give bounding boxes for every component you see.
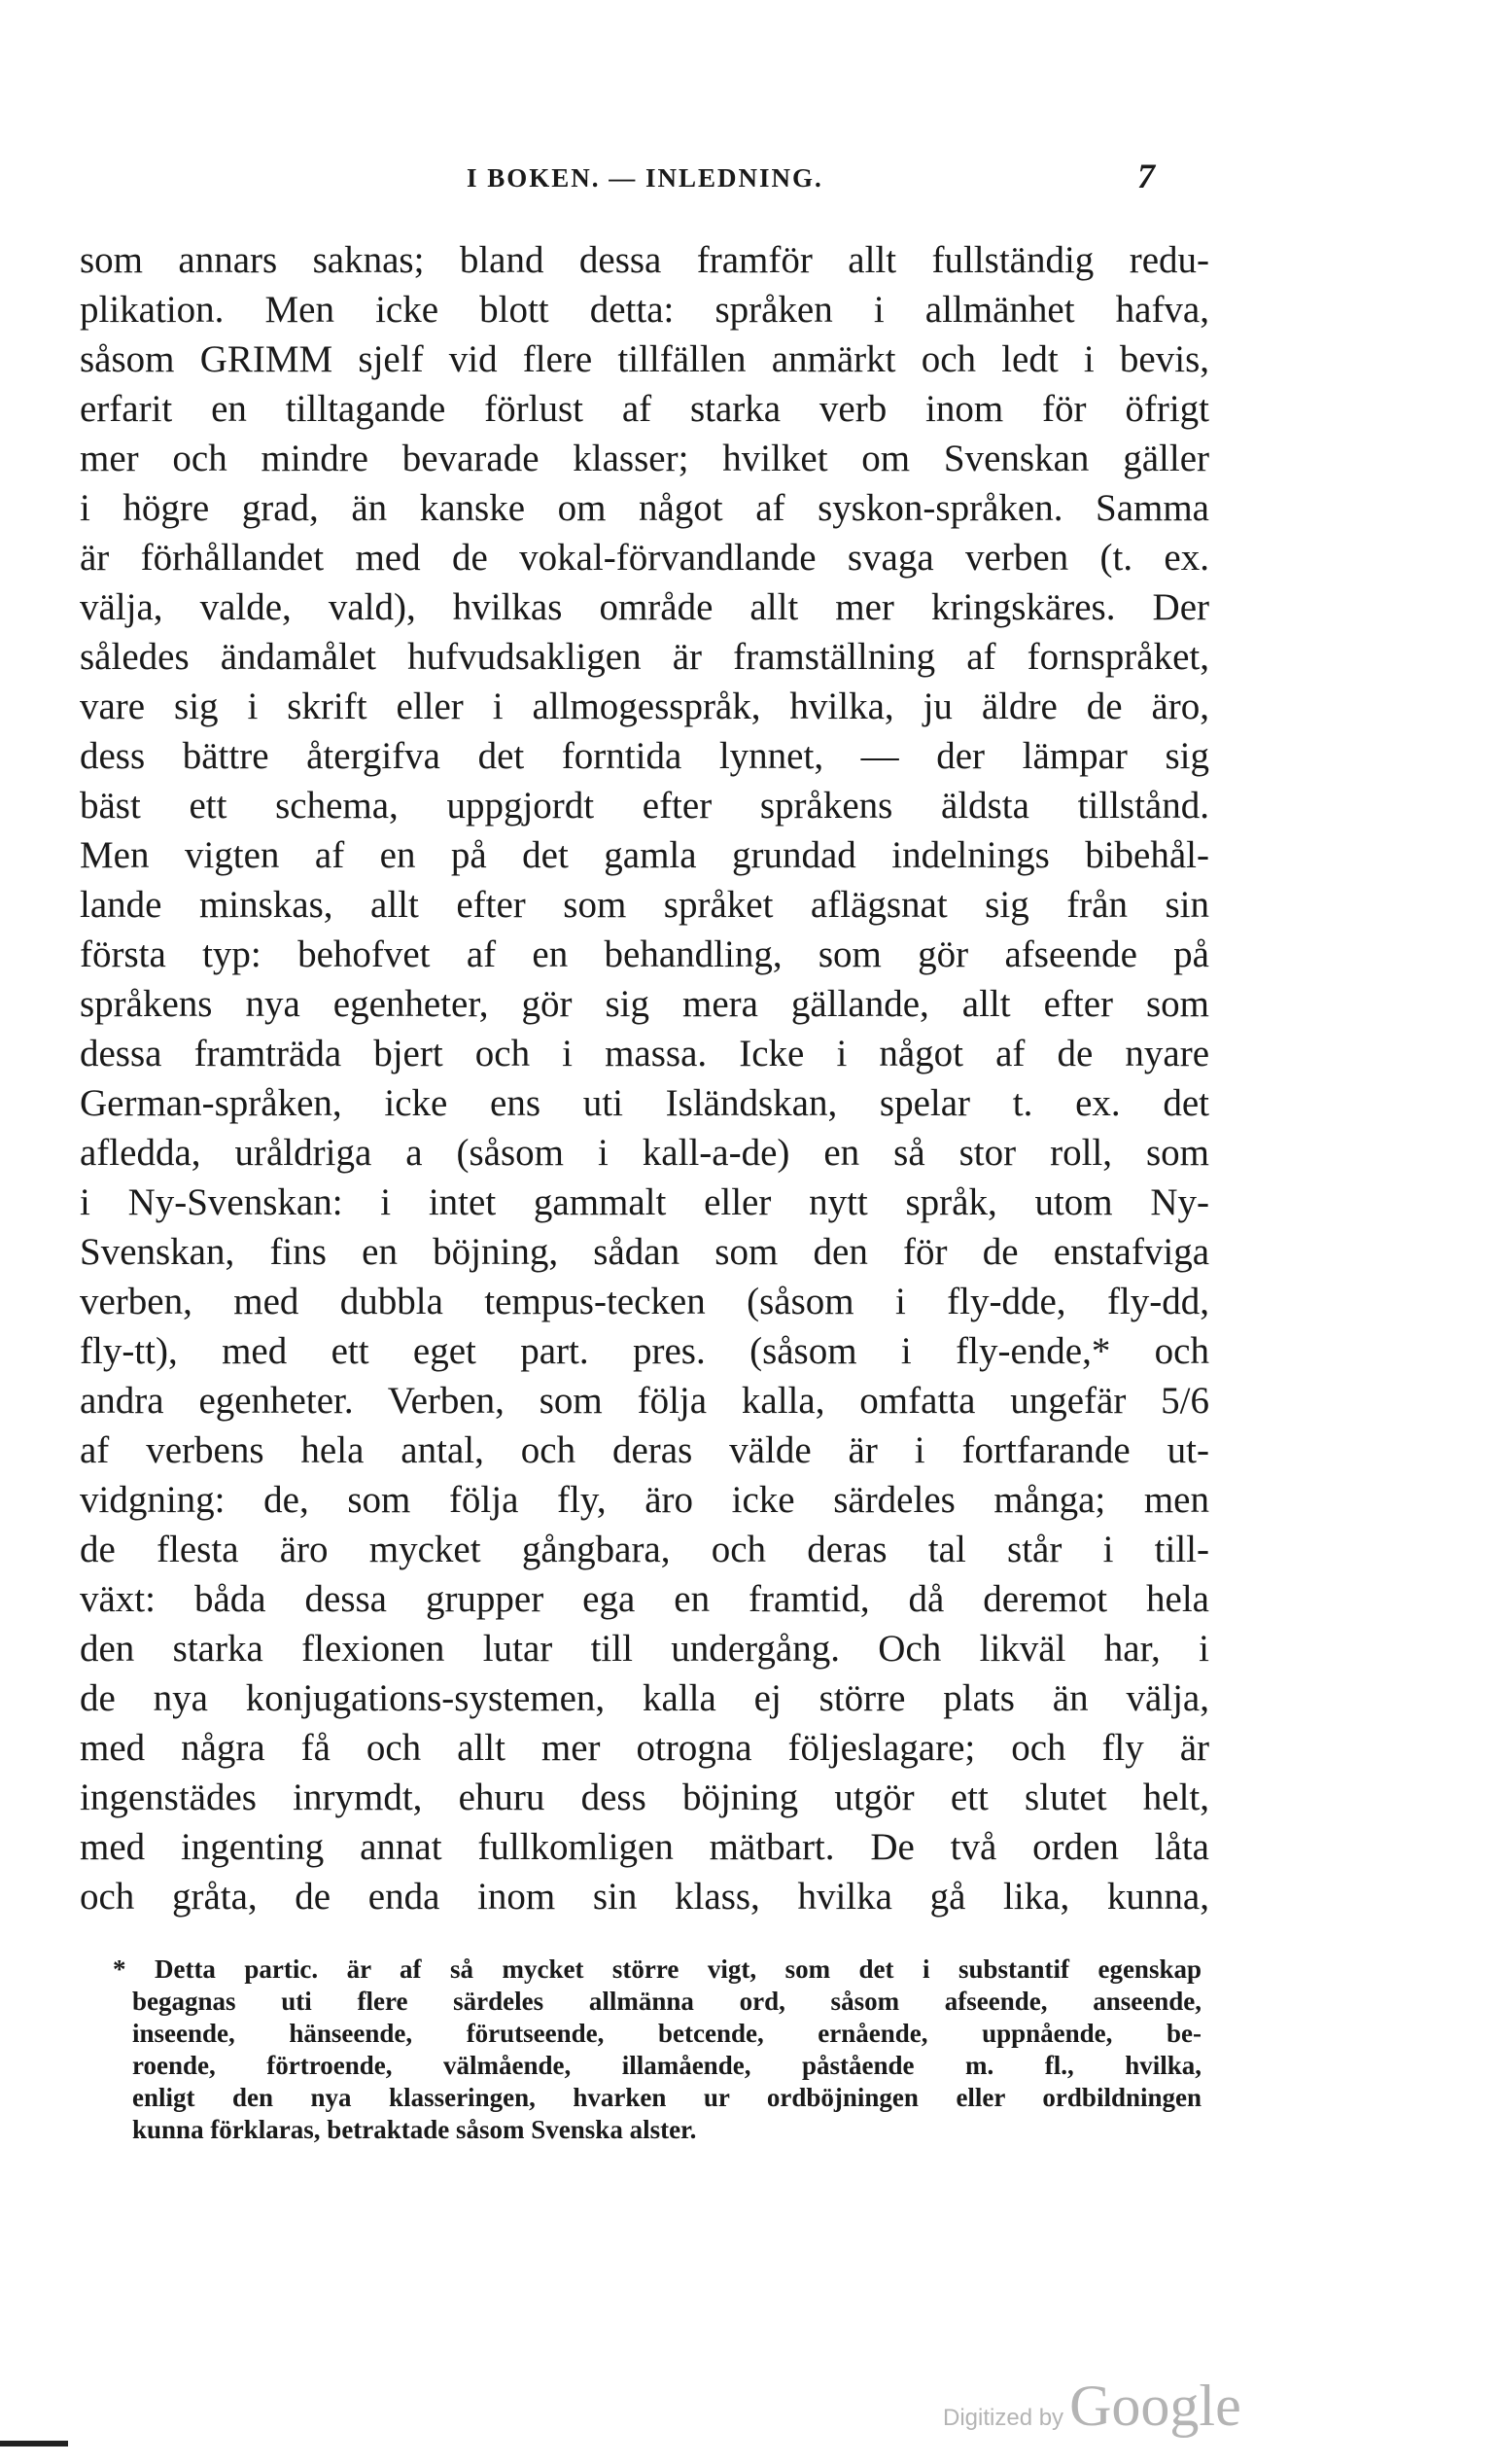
- body-line: plikation. Men icke blott detta: språken i allmänhet hafva,: [80, 289, 1209, 331]
- body-line: således ändamålet hufvudsakligen är framställning af fornspråket,: [80, 636, 1209, 678]
- google-logo: Google: [1069, 2374, 1241, 2438]
- body-line: i högre grad, än kanske om något af syskon-språken. Samma: [80, 487, 1209, 529]
- body-line: dessa framträda bjert och i massa. Icke i något af de nyare: [80, 1033, 1209, 1074]
- body-line: växt: båda dessa grupper ega en framtid, då deremot hela: [80, 1578, 1209, 1620]
- body-line: språkens nya egenheter, gör sig mera gällande, allt efter som: [80, 983, 1209, 1025]
- body-line: afledda, uråldriga a (såsom i kall-a-de) en så stor roll, som: [80, 1132, 1209, 1174]
- body-line: såsom GRIMM sjelf vid flere tillfällen anmärkt och ledt i bevis,: [80, 338, 1209, 380]
- body-line: bäst ett schema, uppgjordt efter språkens äldsta tillstånd.: [80, 785, 1209, 827]
- footnote: [113, 1954, 1202, 2146]
- body-line: vidgning: de, som följa fly, äro icke särdeles många; men: [80, 1479, 1209, 1521]
- body-line: välja, valde, vald), hvilkas område allt mer kringskäres. Der: [80, 586, 1209, 628]
- body-line: ingenstädes inrymdt, ehuru dess böjning utgör ett slutet helt,: [80, 1777, 1209, 1818]
- body-line: är förhållandet med de vokal-förvandlande svaga verben (t. ex.: [80, 537, 1209, 579]
- body-line: mer och mindre bevarade klasser; hvilket om Svenskan gäller: [80, 438, 1209, 479]
- watermark-small-text: Digitized by: [943, 2405, 1064, 2431]
- body-line: och gråta, de enda inom sin klass, hvilka gå lika, kunna,: [80, 1876, 1209, 1918]
- footnote-line: roende, förtroende, välmående, illamående, påstående m. fl., hvilka,: [132, 2051, 1202, 2080]
- body-line: Svenskan, fins en böjning, sådan som den för de enstafviga: [80, 1231, 1209, 1273]
- body-line: med några få och allt mer otrogna följeslagare; och fly är: [80, 1727, 1209, 1769]
- body-line: den starka flexionen lutar till undergång. Och likväl har, i: [80, 1628, 1209, 1670]
- digitized-watermark: [943, 2373, 1241, 2440]
- page-number: 7: [1137, 157, 1155, 195]
- footnote-line: inseende, hänseende, förutseende, betcende, ernående, uppnående, be-: [132, 2019, 1202, 2048]
- body-line: andra egenheter. Verben, som följa kalla, omfatta ungefär 5/6: [80, 1380, 1209, 1422]
- running-head: I BOKEN. — INLEDNING.: [467, 163, 823, 193]
- body-line: med ingenting annat fullkomligen mätbart. De två orden låta: [80, 1826, 1209, 1868]
- footnote-line: * Detta partic. är af så mycket större vigt, som det i substantif egenskap: [113, 1954, 1202, 1984]
- scan-edge-mark: [0, 2441, 68, 2446]
- body-line: lande minskas, allt efter som språket aflägsnat sig från sin: [80, 884, 1209, 926]
- footnote-line: begagnas uti flere särdeles allmänna ord, såsom afseende, anseende,: [132, 1987, 1202, 2016]
- body-line: som annars saknas; bland dessa framför allt fullständig redu-: [80, 239, 1209, 281]
- body-line: af verbens hela antal, och deras välde är i fortfarande ut-: [80, 1429, 1209, 1471]
- body-line: de flesta äro mycket gångbara, och deras tal står i till-: [80, 1529, 1209, 1570]
- body-line: de nya konjugations-systemen, kalla ej större plats än välja,: [80, 1677, 1209, 1719]
- body-line: i Ny-Svenskan: i intet gammalt eller nytt språk, utom Ny-: [80, 1181, 1209, 1223]
- body-line: första typ: behofvet af en behandling, som gör afseende på: [80, 933, 1209, 975]
- body-line: Men vigten af en på det gamla grundad indelnings bibehål-: [80, 834, 1209, 876]
- body-line: dess bättre återgifva det forntida lynnet, — der lämpar sig: [80, 735, 1209, 777]
- body-text: [80, 235, 1209, 1921]
- body-line: fly-tt), med ett eget part. pres. (såsom i fly-ende,* och: [80, 1330, 1209, 1372]
- body-line: vare sig i skrift eller i allmogesspråk, hvilka, ju äldre de äro,: [80, 686, 1209, 727]
- footnote-line: enligt den nya klasseringen, hvarken ur ordböjningen eller ordbildningen: [132, 2083, 1202, 2112]
- body-line: German-språken, icke ens uti Isländskan, spelar t. ex. det: [80, 1082, 1209, 1124]
- body-line: verben, med dubbla tempus-tecken (såsom i fly-dde, fly-dd,: [80, 1281, 1209, 1322]
- footnote-line: kunna förklaras, betraktade såsom Svenska alster.: [132, 2115, 697, 2144]
- body-line: erfarit en tilltagande förlust af starka verb inom för öfrigt: [80, 388, 1209, 430]
